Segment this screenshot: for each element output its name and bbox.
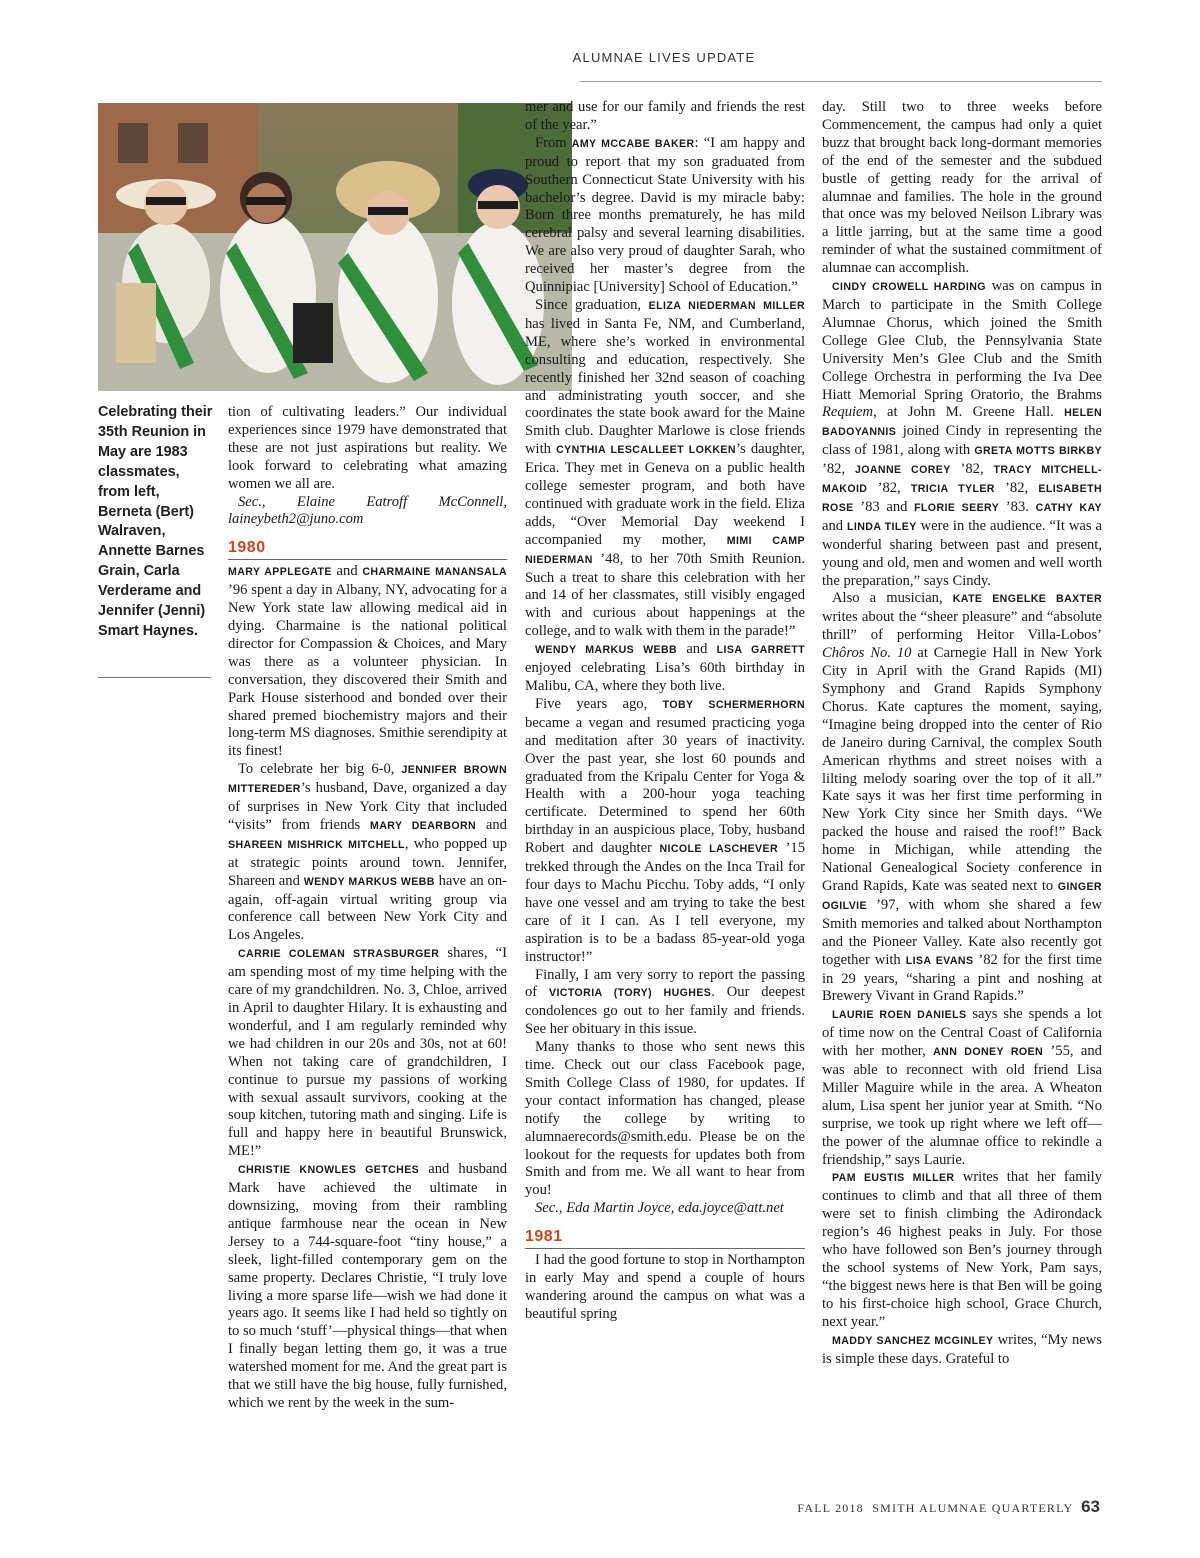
column-2	[525, 99, 805, 1324]
alumna-name: ELISABETH ROSE	[822, 483, 1102, 514]
paragraph: From AMY MCCABE BAKER: “I am happy and proud to report that my son graduated from Southern Connecticut State University with his bachelor’s degree. David is my miracle baby: Born three months prematurely, he has mild cerebral palsy and several learning disabilities. We are also very proud of daughter Sarah, who received her master’s degree from the Quinnipiac [University] School of Education.”	[525, 134, 806, 296]
alumna-name: LISA EVANS	[905, 954, 974, 967]
alumna-name: FLORIE SEERY	[914, 501, 1000, 514]
section-label: ALUMNAE LIVES UPDATE	[572, 50, 756, 65]
alumna-name: HELEN BADOYANNIS	[822, 407, 1102, 439]
alumna-name: MIMI CAMP NIEDERMAN	[525, 534, 805, 566]
alumna-name: CHRISTIE KNOWLES GETCHES	[238, 1164, 420, 1177]
issue-date: FALL 2018	[797, 1501, 864, 1515]
alumna-name: WENDY MARKUS WEBB	[303, 875, 435, 888]
paragraph: Many thanks to those who sent news this time. Check out our class Facebook page, Smith College Class of 1980, for updates. If your contact information has changed, please notify the college by writing to alumnaerecords@smith.edu. Please be on the lookout for the requests for updates both from Smith and from me. We all want to hear from you!	[525, 1039, 805, 1199]
alumna-name: NICOLE LASCHEVER	[659, 843, 779, 856]
alumna-name: TRACY MITCHELL-MAKOID	[822, 464, 1102, 496]
paragraph: I had the good fortune to stop in Northampton in early May and spend a couple of hours wandering around the campus on what was a beautiful spring	[525, 1252, 805, 1322]
header-rule	[580, 81, 1102, 82]
column-3	[822, 99, 1102, 1368]
paragraph: CARRIE COLEMAN STRASBURGER shares, “I am spending most of my time helping with the care of my grandchildren. No. 3, Chloe, arrived in April to daughter Hilary. It is exhausting and wonderful, and I am regularly reminded why we had children in our 20s and 30s, not at 60! When not taking care of grandchildren, I continue to pursue my passions of working with sexual assault survivors, cooking at the soup kitchen, tutoring math and singing. Life is full and happy here in beautiful Brunswick, ME!”	[228, 945, 507, 1160]
alumna-name: ANN DONEY ROEN	[933, 1046, 1044, 1059]
paragraph: Five years ago, TOBY SCHERMERHORN became a vegan and resumed practicing yoga and meditation after 30 years of inactivity. Over the past year, she lost 60 pounds and graduated from the Kripalu Center for Yoga & Health with a 200-hour yoga teaching certificate. Determined to spend her 60th birthday in an auspicious place, Toby, husband Robert and daughter NICOLE LASCHEVER ’15 trekked through the Andes on the Inca Trail for four days to Machu Picchu. Toby adds, “I only have one vessel and am trying to take the best care of it I can. As I tell everyone, my aspiration is to be a badass 85-year-old yoga instructor!”	[525, 695, 806, 965]
paragraph: day. Still two to three weeks before Commencement, the campus had only a quiet buzz that brought back long-dormant memories of the end of the semester and the subdued bustle of getting ready for the arrival of alumnae and families. The hole in the ground that once was my beloved Neilson Library was a little jarring, but at the same time a good reminder of what the sustained commitment of alumnae can accomplish.	[822, 99, 1102, 277]
alumna-name: GRETA MOTTS BIRKBY	[974, 445, 1102, 458]
paragraph: PAM EUSTIS MILLER writes that her family continues to climb and that all three of them were set to finish climbing the Adirondack region’s 46 highest peaks in July. For those who have followed son Ben’s journey through the school systems of New York, Pam says, “the biggest news here is that Ben will be going to his first-choice high school, Grace Church, next year.”	[822, 1169, 1102, 1330]
alumna-name: CHARMAINE MANANSALA	[362, 566, 508, 579]
alumna-name: MARY DEARBORN	[370, 819, 477, 832]
alumna-name: VICTORIA (TORY) HUGHES	[548, 987, 712, 1000]
reunion-photo	[98, 103, 572, 391]
alumna-name: PAM EUSTIS MILLER	[832, 1172, 955, 1185]
column-1	[228, 404, 507, 1413]
alumna-name: MADDY SANCHEZ MCGINLEY	[832, 1334, 994, 1347]
alumna-name: CINDY CROWELL HARDING	[832, 281, 986, 294]
page-number: 63	[1081, 1497, 1100, 1516]
photo-caption: Celebrating their 35th Reunion in May are 1983 classmates, from left, Berneta (Bert) Walraven, Annette Barnes Grain, Carla Verderame and Jennifer (Jenni) Smart Haynes.	[98, 404, 213, 639]
alumna-name: JOANNE COREY	[854, 464, 951, 477]
alumna-name: CATHY KAY	[1035, 501, 1102, 514]
alumna-name: MARY APPLEGATE	[228, 566, 332, 579]
alumna-name: TRICIA TYLER	[910, 483, 995, 496]
paragraph: LAURIE ROEN DANIELS says she spends a lot of time now on the Central Coast of California with her mother, ANN DONEY ROEN ’55, and was able to reconnect with old friend Lisa Miller Maguire while in the area. A Wheaton alum, Lisa spent her junior year at Smith. “No surprise, we took up right where we left off—the power of the alumnae office to rekindle a friendship,” says Laurie.	[822, 1006, 1102, 1168]
class-secretary: Sec., Elaine Eatroff McConnell, laineybeth2@juno.com	[228, 493, 507, 528]
alumna-name: CARRIE COLEMAN STRASBURGER	[238, 948, 440, 961]
alumna-name: JENNIFER BROWN MITTEREDER	[228, 764, 507, 796]
alumna-name: ELIZA NIEDERMAN MILLER	[648, 299, 805, 312]
alumna-name: SHAREEN MISHRICK MITCHELL	[228, 838, 405, 851]
alumna-name: WENDY MARKUS WEBB	[535, 644, 678, 657]
class-year-heading: 1980	[228, 533, 507, 560]
alumna-name: LAURIE ROEN DANIELS	[832, 1009, 967, 1022]
alumna-name: GINGER OGILVIE	[822, 880, 1102, 912]
class-year-heading: 1981	[525, 1222, 805, 1249]
paragraph: Also a musician, KATE ENGELKE BAXTER writes about the “sheer pleasure” and “absolute thrill” of performing Heitor Villa-Lobos’ Chôros No. 10 at Carnegie Hall in New York City in April with the Grand Rapids (MI) Symphony and Grand Rapids Symphony Chorus. Kate captures the moment, saying, “Imagine being dropped into the center of Rio de Janeiro during Carnival, the complex South American rhythms and street noises with a lilting melody soaring over the top of it all.” Kate says it was her first time performing in New York City since her Smith days. “We packed the house and raised the roof!” Back home in Michigan, while attending the National Genealogical Society conference in Grand Rapids, Kate was seated next to GINGER OGILVIE ’97, with whom she shared a few Smith memories and talked about Northampton and the Pioneer Valley. Kate also recently got together with LISA EVANS ’82 for the first time in 29 years, “sharing a pint and noshing at Brewery Vivant in Grand Rapids.”	[822, 590, 1102, 1005]
paragraph: Since graduation, ELIZA NIEDERMAN MILLER has lived in Santa Fe, NM, and Cumberland, ME, where she’s worked in environmental consulting and education, respectively. She recently finished her 32nd season of coaching and administrating youth soccer, and she coordinates the state book award for the Maine Smith club. Daughter Marlowe is close friends with CYNTHIA LESCALLEET LOKKEN’s daughter, Erica. They met in Geneva on a public health college semester program, and both have continued with graduate work in the field. Eliza adds, “Over Memorial Day weekend I accompanied my mother, MIMI CAMP NIEDERMAN ’48, to her 70th Smith Reunion. Such a treat to share this celebration with her and 14 of her classmates, still visibly engaged with and curious about happenings at the college, and to walk with them in the parade!”	[525, 296, 805, 640]
paragraph: tion of cultivating leaders.” Our individual experiences since 1979 have demonstrated that these are not just aspirations but reality. We look forward to celebrating what amazing women we all are.	[228, 404, 507, 492]
paragraph: MADDY SANCHEZ MCGINLEY writes, “My news is simple these days. Grateful to	[822, 1331, 1102, 1367]
paragraph: Finally, I am very sorry to report the passing of VICTORIA (TORY) HUGHES. Our deepest condolences go out to her family and friends. See her obituary in this issue.	[525, 966, 805, 1038]
paragraph: To celebrate her big 6-0, JENNIFER BROWN MITTEREDER’s husband, Dave, organized a day of surprises in New York City that included “visits” from friends MARY DEARBORN and SHAREEN MISHRICK MITCHELL, who popped up at strategic points around town. Jennifer, Shareen and WENDY MARKUS WEBB have an on-again, off-again virtual writing group via conference call between New York City and Los Angeles.	[228, 761, 507, 944]
alumna-name: CYNTHIA LESCALLEET LOKKEN	[556, 444, 736, 457]
class-secretary: Sec., Eda Martin Joyce, eda.joyce@att.net	[535, 1200, 784, 1217]
alumna-name: AMY MCCABE BAKER	[571, 137, 695, 150]
paragraph: mer and use for our family and friends the rest of the year.”	[525, 99, 805, 133]
paragraph: CHRISTIE KNOWLES GETCHES and husband Mark have achieved the ultimate in downsizing, moving from their rambling antique farmhouse near the ocean in New Jersey to a 744-square-foot “tiny house,” a sleek, light-filled contemporary gem on the same property. Declares Christie, “I truly love living a more sparse life—wish we had done it years ago. It seems like I had held so tightly on to so much ‘stuff’—physical things—that when I finally began letting them go, it was a true watershed moment for me. And the great part is that we still have the big house, fully furnished, which we rent by the week in the sum-	[228, 1161, 508, 1411]
alumna-name: LISA GARRETT	[716, 644, 805, 657]
alumna-name: LINDA TILEY	[847, 520, 917, 533]
alumna-name: KATE ENGELKE BAXTER	[952, 593, 1102, 606]
publication-name: SMITH ALUMNAE QUARTERLY	[872, 1501, 1073, 1515]
page-footer	[797, 1497, 1100, 1517]
caption-rule	[98, 677, 211, 678]
paragraph: CINDY CROWELL HARDING was on campus in March to participate in the Smith College Alumnae Chorus, which joined the Smith College Glee Club, the Pennsylvania State University Men’s Glee Club and the Smith College Orchestra in performing the Iva Dee Hiatt Memorial Spring Oratorio, the Brahms Requiem, at John M. Greene Hall. HELEN BADOYANNIS joined Cindy in representing the class of 1981, along with GRETA MOTTS BIRKBY ’82, JOANNE COREY ’82, TRACY MITCHELL-MAKOID ’82, TRICIA TYLER ’82, ELISABETH ROSE ’83 and FLORIE SEERY ’83. CATHY KAY and LINDA TILEY were in the audience. “It was a wonderful sharing between past and present, young and old, men and women and well worth the preparation,” says Cindy.	[822, 278, 1102, 589]
paragraph: MARY APPLEGATE and CHARMAINE MANANSALA ’96 spent a day in Albany, NY, advocating for a New York state law allowing medical aid in dying. Charmaine is the national political director for Compassion & Choices, and Mary was there as a volunteer physician. In conversation, they discovered their Smith and Park House sisterhood and bonded over their shared premed biochemistry majors and their long-term MS diagnoses. Smithie serendipity at its finest!	[228, 563, 508, 760]
reunion-photo-illustration	[98, 103, 572, 391]
alumna-name: TOBY SCHERMERHORN	[662, 698, 805, 711]
paragraph: WENDY MARKUS WEBB and LISA GARRETT enjoyed celebrating Lisa’s 60th birthday in Malibu, CA, where they both live.	[525, 641, 805, 694]
